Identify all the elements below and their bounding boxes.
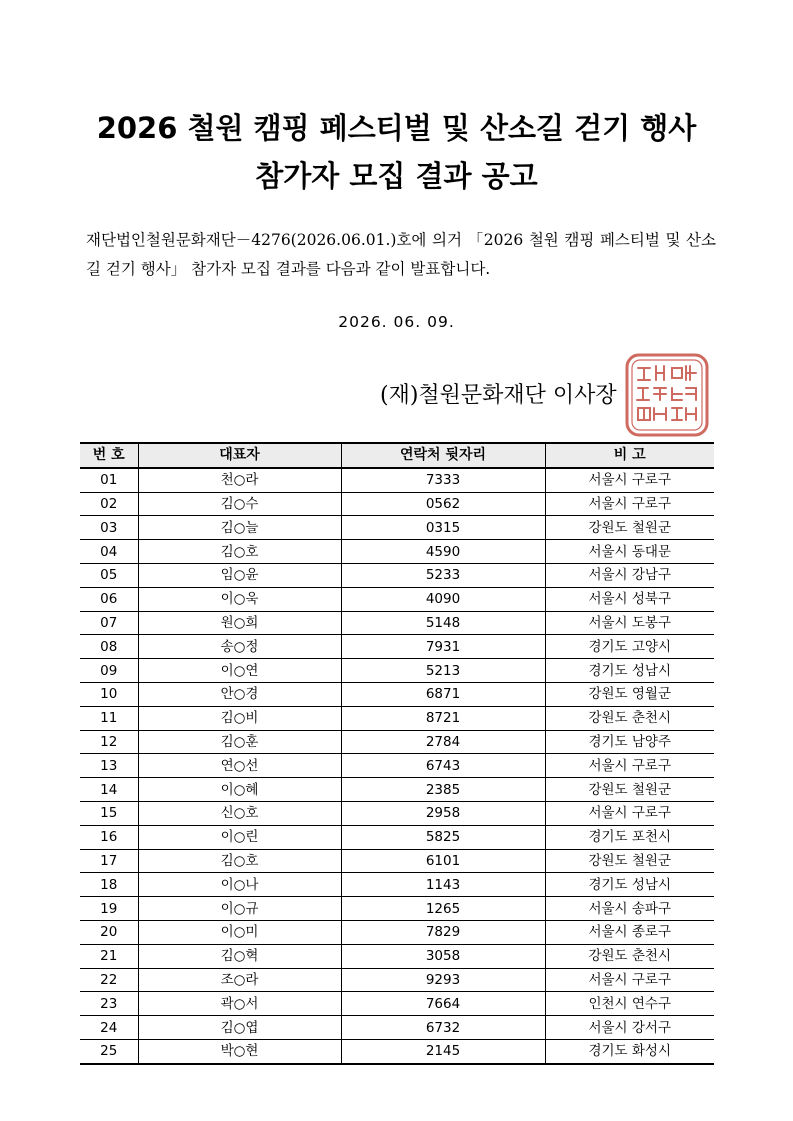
cell-number: 04 (80, 540, 138, 564)
cell-representative: 김○비 (138, 706, 341, 730)
cell-number: 01 (80, 468, 138, 492)
cell-number: 15 (80, 801, 138, 825)
header-representative: 대표자 (138, 443, 341, 468)
table-row (80, 730, 714, 754)
cell-contact: 5233 (341, 563, 545, 587)
cell-contact: 4090 (341, 587, 545, 611)
cell-representative: 조○라 (138, 968, 341, 992)
cell-contact: 6871 (341, 682, 545, 706)
cell-contact: 3058 (341, 944, 545, 968)
cell-number: 23 (80, 992, 138, 1016)
cell-number: 03 (80, 516, 138, 540)
cell-representative: 이○연 (138, 659, 341, 683)
cell-number: 25 (80, 1039, 138, 1063)
cell-representative: 연○선 (138, 754, 341, 778)
cell-contact: 7829 (341, 920, 545, 944)
cell-number: 02 (80, 492, 138, 516)
cell-remarks: 경기도 성남시 (588, 662, 672, 679)
cell-number: 19 (80, 897, 138, 921)
issuer-name: (재)철원문화재단 이사장 (380, 383, 617, 408)
cell-contact: 6101 (341, 849, 545, 873)
table-row (80, 849, 714, 873)
table-body (80, 468, 714, 1064)
cell-contact: 6732 (341, 1016, 545, 1040)
cell-representative: 이○린 (138, 825, 341, 849)
cell-contact: 4590 (341, 540, 545, 564)
cell-contact: 2784 (341, 730, 545, 754)
cell-representative: 이○혜 (138, 778, 341, 802)
cell-number: 08 (80, 635, 138, 659)
cell-remarks: 서울시 구로구 (588, 472, 672, 489)
cell-representative: 이○규 (138, 897, 341, 921)
cell-representative: 신○호 (138, 801, 341, 825)
cell-contact: 6743 (341, 754, 545, 778)
table-row (80, 635, 714, 659)
table-row (80, 897, 714, 921)
cell-number: 21 (80, 944, 138, 968)
cell-remarks: 서울시 도봉구 (588, 614, 672, 631)
header-number: 번 호 (80, 443, 138, 468)
cell-remarks: 경기도 포천시 (588, 829, 672, 846)
cell-contact: 5148 (341, 611, 545, 635)
cell-number: 22 (80, 968, 138, 992)
table-row (80, 587, 714, 611)
cell-contact: 1265 (341, 897, 545, 921)
cell-contact: 0315 (341, 516, 545, 540)
table-row (80, 468, 714, 492)
cell-representative: 천○라 (138, 468, 341, 492)
table-row (80, 992, 714, 1016)
table-row (80, 944, 714, 968)
cell-contact: 9293 (341, 968, 545, 992)
cell-representative: 김○늘 (138, 516, 341, 540)
cell-number: 14 (80, 778, 138, 802)
table-row (80, 754, 714, 778)
cell-number: 05 (80, 563, 138, 587)
cell-number: 24 (80, 1016, 138, 1040)
cell-remarks: 서울시 구로구 (588, 971, 672, 988)
table-header-row (80, 443, 714, 468)
table-row (80, 516, 714, 540)
cell-contact: 0562 (341, 492, 545, 516)
table-row (80, 873, 714, 897)
cell-representative: 김○훈 (138, 730, 341, 754)
table-row (80, 611, 714, 635)
cell-contact: 7333 (341, 468, 545, 492)
cell-representative: 김○호 (138, 540, 341, 564)
cell-remarks: 경기도 화성시 (588, 1043, 672, 1060)
table-row (80, 1016, 714, 1040)
cell-remarks: 서울시 종로구 (588, 924, 672, 941)
document-title-line2: 참가자 모집 결과 공고 (255, 159, 538, 193)
cell-remarks: 경기도 성남시 (588, 876, 672, 893)
cell-representative: 임○윤 (138, 563, 341, 587)
participant-table (80, 442, 714, 1065)
table-row (80, 778, 714, 802)
cell-number: 09 (80, 659, 138, 683)
cell-remarks: 강원도 철원군 (588, 852, 672, 869)
cell-contact: 2385 (341, 778, 545, 802)
table-row (80, 659, 714, 683)
header-remarks: 비 고 (613, 447, 646, 464)
table-row (80, 540, 714, 564)
cell-remarks: 강원도 춘천시 (588, 710, 672, 727)
cell-representative: 박○현 (138, 1039, 341, 1063)
cell-number: 20 (80, 920, 138, 944)
cell-remarks: 강원도 철원군 (588, 519, 672, 536)
seal-graphic (624, 352, 710, 438)
table-row (80, 563, 714, 587)
cell-remarks: 서울시 구로구 (588, 495, 672, 512)
cell-representative: 김○수 (138, 492, 341, 516)
cell-representative: 이○미 (138, 920, 341, 944)
official-seal-stamp (624, 352, 710, 438)
cell-remarks: 서울시 성북구 (588, 591, 672, 608)
table-row (80, 968, 714, 992)
cell-contact: 7931 (341, 635, 545, 659)
cell-remarks: 서울시 동대문 (588, 543, 672, 560)
cell-representative: 이○나 (138, 873, 341, 897)
cell-remarks: 경기도 고양시 (588, 638, 672, 655)
table-row (80, 801, 714, 825)
cell-contact: 1143 (341, 873, 545, 897)
cell-representative: 이○욱 (138, 587, 341, 611)
cell-contact: 5825 (341, 825, 545, 849)
cell-contact: 2958 (341, 801, 545, 825)
cell-number: 06 (80, 587, 138, 611)
cell-representative: 안○경 (138, 682, 341, 706)
cell-representative: 곽○서 (138, 992, 341, 1016)
announcement-body: 재단법인철원문화재단－4276(2026.06.01.)호에 의거 「2026 철원 캠핑 페스티벌 및 산소길 걷기 행사」 참가자 모집 결과를 다음과 같이 발표합니다. (86, 231, 716, 278)
cell-contact: 7664 (341, 992, 545, 1016)
table-row (80, 920, 714, 944)
cell-representative: 김○혁 (138, 944, 341, 968)
cell-number: 16 (80, 825, 138, 849)
table-row (80, 825, 714, 849)
table-row (80, 492, 714, 516)
cell-number: 18 (80, 873, 138, 897)
cell-number: 10 (80, 682, 138, 706)
cell-remarks: 서울시 송파구 (588, 900, 672, 917)
cell-contact: 8721 (341, 706, 545, 730)
cell-remarks: 경기도 남양주 (588, 733, 672, 750)
cell-remarks: 인천시 연수구 (588, 995, 672, 1012)
table-row (80, 682, 714, 706)
document-title-line1: 2026 철원 캠핑 페스티벌 및 산소길 걷기 행사 (96, 111, 697, 145)
cell-number: 11 (80, 706, 138, 730)
cell-representative: 원○희 (138, 611, 341, 635)
cell-remarks: 강원도 춘천시 (588, 948, 672, 965)
table-row (80, 706, 714, 730)
cell-representative: 김○엽 (138, 1016, 341, 1040)
cell-number: 13 (80, 754, 138, 778)
cell-contact: 2145 (341, 1039, 545, 1063)
header-contact: 연락처 뒷자리 (341, 443, 545, 468)
cell-remarks: 서울시 강남구 (588, 567, 672, 584)
cell-number: 12 (80, 730, 138, 754)
cell-number: 17 (80, 849, 138, 873)
cell-remarks: 강원도 영월군 (588, 686, 672, 703)
cell-remarks: 서울시 구로구 (588, 805, 672, 822)
cell-representative: 김○호 (138, 849, 341, 873)
cell-remarks: 서울시 구로구 (588, 757, 672, 774)
cell-contact: 5213 (341, 659, 545, 683)
cell-number: 07 (80, 611, 138, 635)
cell-remarks: 서울시 강서구 (588, 1019, 672, 1036)
announcement-date: 2026. 06. 09. (338, 313, 455, 331)
table-row (80, 1039, 714, 1063)
cell-representative: 송○정 (138, 635, 341, 659)
cell-remarks: 강원도 철원군 (588, 781, 672, 798)
